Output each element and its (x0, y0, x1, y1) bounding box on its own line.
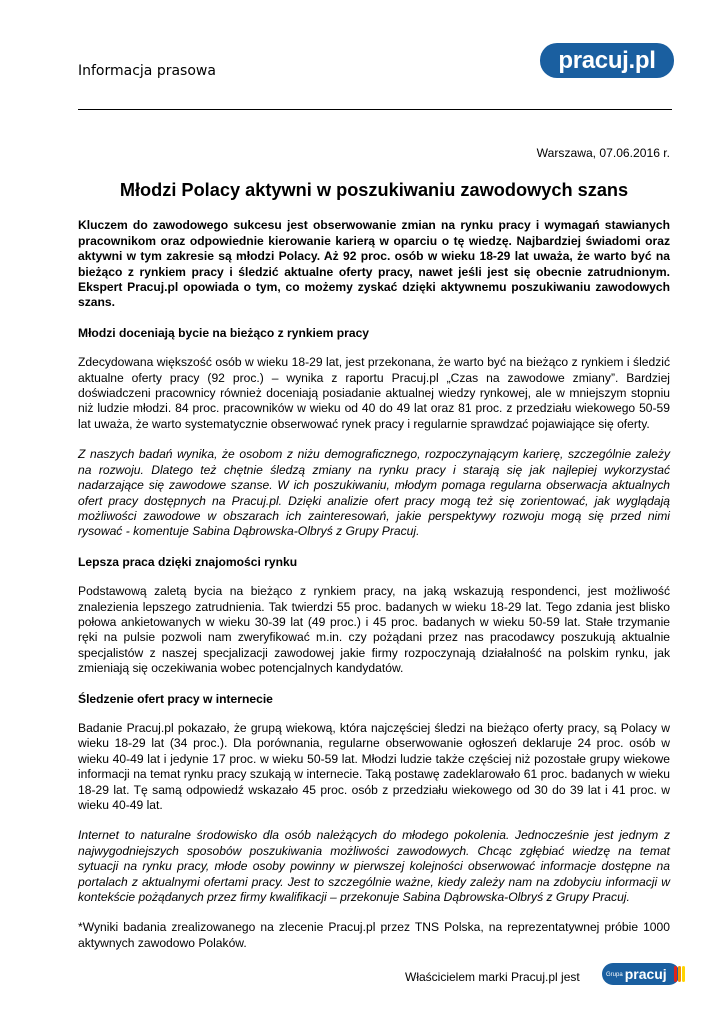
header-divider (78, 109, 672, 110)
section-paragraph: Zdecydowana większość osób w wieku 18-29 lat, jest przekonana, że warto być na bieżąco z rynkiem i śledzić aktualne oferty pracy (92 proc.) – wynika z raportu Pracuj.pl „Czas na zawodowe zmiany”. Bardziej doświadczeni pracownicy również doceniają posiadanie aktualnej wiedzy rynkowej, ale w mniejszym stopniu niż ludzie młodzi. 84 proc. pracowników w wieku od 40 do 49 lat oraz 81 proc. z przedziału wiekowego 50-59 lat uważa, że warto systematycznie obserwować rynek pracy i regularnie sprawdzać pojawiające się oferty. (78, 355, 670, 431)
section-paragraph: Badanie Pracuj.pl pokazało, że grupą wiekową, która najczęściej śledzi na bieżąco oferty pracy, są Polacy w wieku 18-29 lat (34 proc.). Dla porównania, regularne obserwowanie ogłoszeń deklaruje 24 proc. osób w wieku 40-49 lat i jedynie 17 proc. w wieku 50-59 lat. Młodzi ludzie także częściej niż pozostałe grupy wiekowe informacji na temat rynku pracy szukają w internecie. Taką postawę zadeklarowało 61 proc. badanych w wieku 18-29 lat. Tę samą odpowiedź wskazało 45 proc. osób z przedziału wiekowego od 30 do 39 lat i 41 proc. w wieku 40-49 lat. (78, 720, 670, 812)
expert-quote: Z naszych badań wynika, że osobom z niżu demograficznego, rozpoczynającym karierę, szczególnie zależy na rozwoju. Dlatego też chętnie śledzą zmiany na rynku pracy i starają się jak najlepiej wykorzystać nadarzające się zawodowe szanse. W ich poszukiwaniu, młodym pomaga regularna obserwacja aktualnych ofert pracy dostępnych na Pracuj.pl. Dzięki analizie ofert pracy mogą też się zorientować, jak wyglądają możliwości zawodowe w obszarach ich zainteresowań, jakie perspektywy rozwoju mogą się przed nimi rysować - komentuje Sabina Dąbrowska-Olbryś z Grupy Pracuj. (78, 447, 670, 539)
grupa-pracuj-logo-badge (602, 963, 680, 985)
pracuj-logo: pracuj.pl (540, 43, 674, 78)
section-paragraph: Podstawową zaletą bycia na bieżąco z rynkiem pracy, na jaką wskazują respondenci, jest możliwość znalezienia lepszego zatrudnienia. Tak twierdzi 55 proc. badanych w wieku 18-29 lat. Tego zdania jest blisko połowa ankietowanych w wieku 30-39 lat (49 proc.) i 45 proc. badanych w wieku 50-59 lat. Stałe trzymanie ręki na pulsie pozwoli nam zweryfikować m.in. czy pożądani przez nas pracodawcy poszukują aktualnie specjalistów z naszej specjalizacji zawodowej jakie firmy rozpoczynają działalność na polskim rynku, jak zmieniają się oczekiwania wobec potencjalnych kandydatów. (78, 584, 670, 676)
grupa-pracuj-logo (602, 963, 684, 985)
date-line: Warszawa, 07.06.2016 r. (536, 146, 670, 160)
document-body (78, 146, 670, 966)
logo-small-text: Grupa (606, 972, 623, 979)
footnote: *Wyniki badania zrealizowanego na zlecenie Pracuj.pl przez TNS Polska, na reprezentatywnej próbie 1000 aktywnych zawodowo Polaków. (78, 920, 670, 950)
lead-paragraph: Kluczem do zawodowego sukcesu jest obserwowanie zmian na rynku pracy i wymagań stawianych pracownikom oraz odpowiednie kierowanie karierą w oparciu o tę wiedzę. Najbardziej świadomi oraz aktywni w tym zakresie są młodzi Polacy. Aż 92 proc. osób w wieku 18-29 lat uważa, że warto być na bieżąco z rynkiem pracy i śledzić aktualne oferty pracy, nawet jeśli jest się obecnie zatrudnionym. Ekspert Pracuj.pl opowiada o tym, co możemy zyskać dzięki aktywnemu poszukiwaniu zawodowych szans. (78, 218, 670, 310)
logo-stripe-orange (678, 966, 681, 982)
page-title: Młodzi Polacy aktywni w poszukiwaniu zawodowych szans (119, 180, 629, 201)
logo-stripe-red (674, 966, 677, 982)
section-heading: Śledzenie ofert pracy w internecie (78, 691, 273, 706)
press-release-label: Informacja prasowa (78, 63, 216, 79)
section-heading: Lepsza praca dzięki znajomości rynku (78, 554, 298, 569)
section-heading: Młodzi doceniają bycie na bieżąco z rynkiem pracy (78, 325, 370, 340)
logo-stripe-yellow (682, 966, 685, 982)
expert-quote: Internet to naturalne środowisko dla osób należących do młodego pokolenia. Jednocześnie jest jednym z najwygodniejszych sposobów poszukiwania możliwości zawodowych. Chcąc zgłębiać wiedzę na temat sytuacji na rynku pracy, młode osoby powinny w pierwszej kolejności obserwować informacje dostępne na portalach z aktualnymi ofertami pracy. Jest to szczególnie ważne, kiedy zależy nam na zdobyciu informacji w kontekście pożądanych przez firmy kwalifikacji – przekonuje Sabina Dąbrowska-Olbryś z Grupy Pracuj. (78, 828, 670, 905)
footer-owner-text: Właścicielem marki Pracuj.pl jest (405, 970, 580, 984)
logo-main-text: pracuj (624, 966, 667, 982)
